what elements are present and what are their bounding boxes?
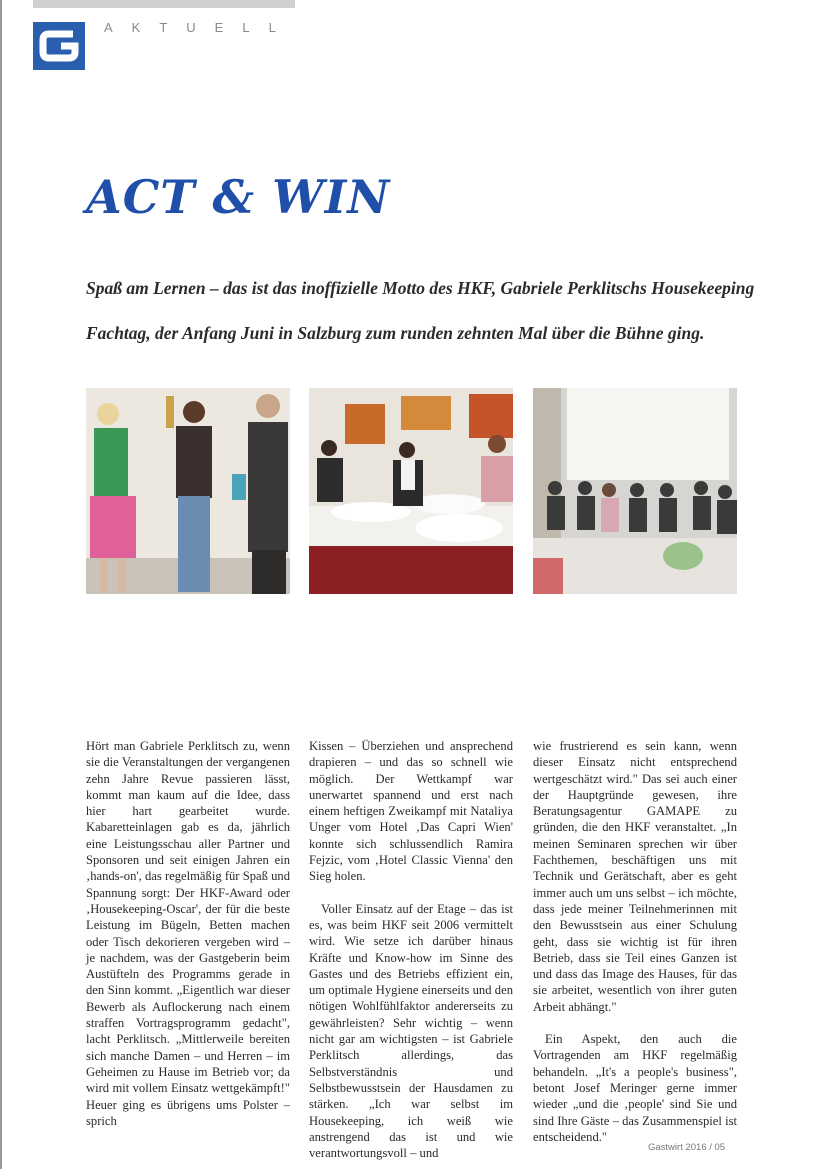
scan-edge [0, 0, 2, 1169]
body-paragraph: Ein Aspekt, den auch die Vortragenden am HKF regelmäßig behandeln. „It's a people's business", betont Josef Meringer gerne immer wieder „und die ‚people' sind Sie und sind Ihre Gäste – das Zusammenspiel ist entscheidend." [533, 1032, 737, 1144]
photo-award-ceremony [86, 388, 290, 594]
photo-pillow-competition [309, 388, 513, 594]
article-lead: Spaß am Lernen – das ist das inoffizielle Motto des HKF, Gabriele Perklitschs Housekeeping Fachtag, der Anfang Juni in Salzburg zum runden zehnten Mal über die Bühne ging. [86, 278, 755, 343]
article-column-2 [309, 738, 513, 1161]
header-bar [33, 0, 295, 8]
section-label: AKTUELL [104, 20, 295, 35]
page-footer: Gastwirt 2016 / 05 [648, 1142, 726, 1153]
body-paragraph: Hört man Gabriele Perklitsch zu, wenn sie die Veranstaltungen der vergangenen zehn Jahre Revue passieren lässt, kommt man kaum auf die Idee, dass hier hart gearbeitet wurde. Kabaretteinlagen gab es da, jährlich eine Leistungsschau aller Partner und Sponsoren und seit einigen Jahren ein ‚hands-on', das regelmäßig für Spaß und Spannung sorgt: Der HKF-Award oder ‚Housekeeping-Oscar', der für die beste Leistung im Bügeln, Betten machen oder Tisch dekorieren vergeben wird – je nachdem, was der Gastgeberin beim Austüfteln des Programms gerade in den Sinn kommt. „Eigentlich war dieser Bewerb als Auflockerung nach einem straffen Vortragsprogramm gedacht", lacht Perklitsch. „Mittlerweile bereiten sich manche Damen – und Herren – im Geheimen zu Hause im Betrieb vor; da wird mit vollem Einsatz wettgekämpft!" Heuer ging es übrigens ums Polster – sprich [86, 739, 290, 1128]
body-paragraph: Kissen – Überziehen und ansprechend drapieren – und das so schnell wie möglich. Der Wettkampf war unerwartet spannend und erst nach einem heftigen Zweikampf mit Nataliya Unger vom Hotel ‚Das Capri Wien' konnte sich schlussendlich Ramira Fejzic, vom ‚Hotel Classic Vienna' den Sieg holen. [309, 739, 513, 884]
magazine-logo [33, 22, 85, 70]
body-paragraph: wie frustrierend es sein kann, wenn dieser Einsatz nicht entsprechend wertgeschätzt wird." Das sei auch einer der Hauptgründe gewesen, ihre Beratungsagentur GAMAPE zu gründen, die den HKF veranstaltet. „In meinen Seminaren sprechen wir über Fachthemen, beschäftigen uns mit Technik und Gerätschaft, aber es geht immer auch um uns selbst – ich möchte, dass jede meiner Teilnehmerinnen mit den Bewusstsein aus einer Schulung geht, dass sie wichtig ist für ihren Betrieb, dass sie Teil eines Ganzen ist und dass das Image des Hauses, für das sie arbeitet, wesentlich von ihrer guten Arbeit abhängt." [533, 739, 737, 1014]
article-column-3 [533, 738, 737, 1145]
article-column-1 [86, 738, 290, 1129]
article-title: ACT & WIN [86, 170, 391, 224]
body-paragraph: Voller Einsatz auf der Etage – das ist es, was beim HKF seit 2006 vermittelt wird. Wie setze ich darüber hinaus Kräfte und Know-how im Sinne des Gastes und des Betriebs effizient ein, um optimale Hygiene einerseits und den nötigen Wohlfühlfaktor andererseits zu gewährleisten? Sehr wichtig – wenn nicht gar am wichtigsten – ist Gabriele Perklitsch allerdings, das Selbstverständnis und Selbstbewusstsein der Hausdamen zu stärken. „Ich war selbst im Housekeeping, ich weiß wie anstrengend das ist und wie verantwortungsvoll – und [309, 901, 513, 1161]
photo-panel-discussion [533, 388, 737, 594]
